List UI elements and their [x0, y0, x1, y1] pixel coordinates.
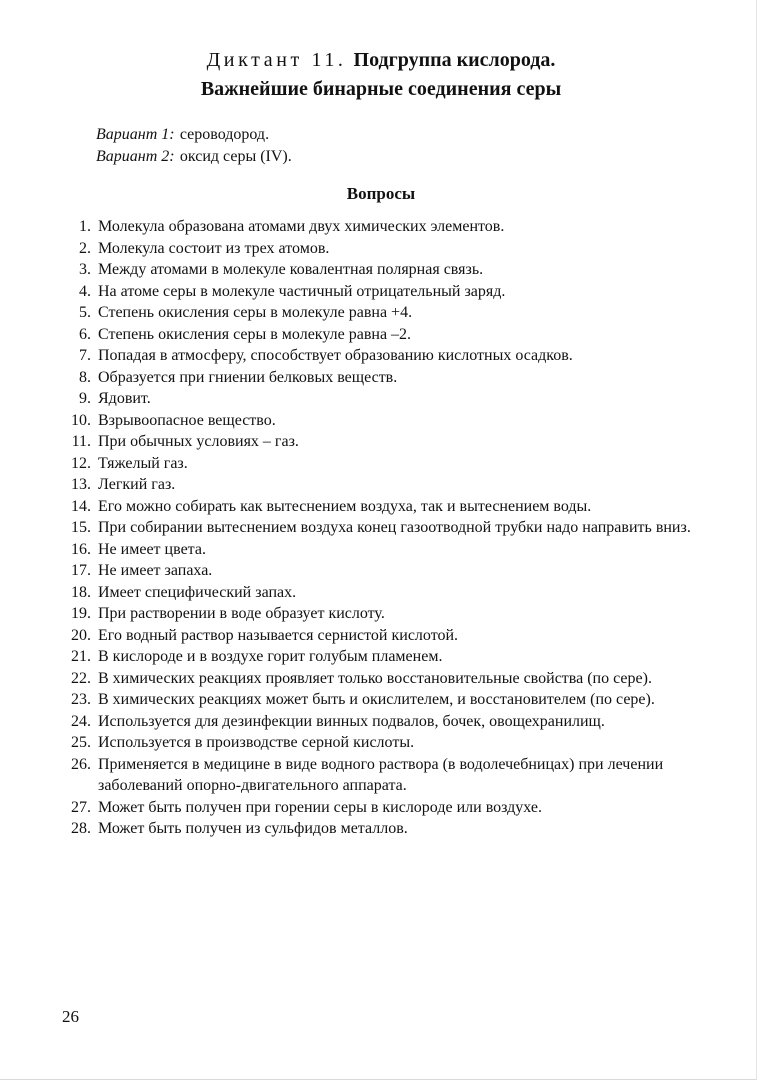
question-number: 23. — [71, 691, 91, 708]
question-item — [64, 367, 698, 389]
question-item — [64, 711, 698, 733]
question-text: Между атомами в молекуле ковалентная полярная связь. — [98, 261, 484, 278]
question-text: Его можно собирать как вытеснением воздуха, так и вытеснением воды. — [98, 497, 592, 515]
variant-1-line — [96, 124, 698, 146]
question-number: 6. — [79, 325, 91, 343]
question-item — [64, 238, 698, 260]
question-number: 4. — [79, 282, 91, 300]
question-item — [64, 388, 698, 410]
question-number: 20. — [71, 626, 91, 644]
question-item — [64, 797, 698, 819]
question-item — [64, 539, 698, 561]
question-item — [64, 474, 698, 496]
question-item — [64, 603, 698, 625]
question-number: 5. — [79, 304, 91, 321]
question-item — [64, 732, 698, 754]
question-text: Легкий газ. — [98, 476, 176, 493]
question-number: 10. — [71, 411, 91, 429]
question-item — [64, 517, 698, 539]
question-text: При растворении в воде образует кислоту. — [98, 605, 385, 622]
question-number: 11. — [71, 433, 91, 450]
question-number: 17. — [71, 562, 91, 579]
question-number: 9. — [79, 390, 91, 407]
question-number: 16. — [71, 540, 91, 558]
question-number: 12. — [71, 454, 91, 472]
question-text: На атоме серы в молекуле частичный отрицательный заряд. — [98, 282, 506, 300]
question-item — [64, 754, 698, 797]
question-item — [64, 818, 698, 840]
variant-2-label: Вариант 2: — [96, 148, 175, 165]
question-text: В химических реакциях может быть и окислителем, и восстановителем (по сере). — [98, 691, 655, 708]
question-item — [64, 281, 698, 303]
question-text: Имеет специфический запах. — [98, 583, 297, 601]
question-item — [64, 216, 698, 238]
question-text: Молекула состоит из трех атомов. — [98, 239, 330, 257]
question-text: В кислороде и в воздухе горит голубым пламенем. — [98, 648, 443, 665]
question-text: Образуется при гниении белковых веществ. — [98, 368, 398, 386]
question-number: 28. — [71, 820, 91, 837]
question-item — [64, 431, 698, 453]
question-item — [64, 582, 698, 604]
variants-block — [64, 124, 698, 168]
question-number: 26. — [71, 755, 91, 773]
page-number: 26 — [62, 1007, 79, 1026]
question-text: Степень окисления серы в молекуле равна –2. — [98, 325, 412, 343]
question-item — [64, 625, 698, 647]
variant-1-label: Вариант 1: — [96, 126, 175, 143]
question-item — [64, 496, 698, 518]
page-title — [64, 46, 698, 104]
question-item — [64, 302, 698, 324]
question-number: 18. — [71, 583, 91, 601]
question-text: Используется для дезинфекции винных подвалов, бочек, овощехранилищ. — [98, 712, 605, 730]
question-number: 24. — [71, 712, 91, 730]
question-text: Молекула образована атомами двух химических элементов. — [98, 218, 505, 235]
question-item — [64, 345, 698, 367]
question-item — [64, 410, 698, 432]
question-number: 13. — [71, 476, 91, 493]
question-number: 14. — [71, 497, 91, 515]
question-number: 25. — [71, 734, 91, 751]
question-text: Попадая в атмосферу, способствует образованию кислотных осадков. — [98, 347, 573, 364]
question-text: Может быть получен при горении серы в кислороде или воздухе. — [98, 798, 543, 816]
question-number: 22. — [71, 669, 91, 687]
title-line-2: Важнейшие бинарные соединения серы — [200, 78, 562, 100]
question-text: При обычных условиях – газ. — [98, 433, 299, 450]
question-number: 1. — [79, 218, 91, 235]
question-text: Используется в производстве серной кислоты. — [98, 734, 415, 751]
question-number: 8. — [79, 368, 91, 386]
question-number: 2. — [79, 239, 91, 257]
question-number: 21. — [71, 648, 91, 665]
question-item — [64, 560, 698, 582]
question-text: Тяжелый газ. — [98, 454, 188, 472]
question-text: Его водный раствор называется сернистой кислотой. — [98, 626, 459, 644]
question-number: 3. — [79, 261, 91, 278]
question-item — [64, 646, 698, 668]
question-number: 7. — [79, 347, 91, 364]
question-text: Не имеет запаха. — [98, 562, 213, 579]
questions-list — [64, 216, 698, 840]
dictation-number-label: Диктант 11. — [206, 49, 347, 71]
question-item — [64, 453, 698, 475]
question-text: Взрывоопасное вещество. — [98, 411, 276, 429]
question-number: 27. — [71, 798, 91, 816]
question-number: 19. — [71, 605, 91, 622]
variant-2-line — [96, 146, 698, 168]
question-item — [64, 259, 698, 281]
section-heading-questions: Вопросы — [346, 184, 416, 203]
question-text: Может быть получен из сульфидов металлов. — [98, 820, 408, 837]
title-line-1: Подгруппа кислорода. — [353, 49, 556, 71]
question-item — [64, 324, 698, 346]
variant-2-text: оксид серы (IV). — [179, 148, 292, 165]
question-text: Степень окисления серы в молекуле равна +4. — [98, 304, 413, 321]
question-item — [64, 668, 698, 690]
question-text: Ядовит. — [98, 390, 151, 407]
question-text: Не имеет цвета. — [98, 540, 206, 558]
question-item — [64, 689, 698, 711]
question-text: Применяется в медицине в виде водного раствора (в водолечебницах) при лечении заболеваний опорно-двигательного аппарата. — [98, 755, 664, 794]
question-text: При собирании вытеснением воздуха конец газоотводной трубки надо направить вниз. — [98, 519, 691, 536]
question-text: В химических реакциях проявляет только восстановительные свойства (по сере). — [98, 669, 652, 687]
question-number: 15. — [71, 519, 91, 536]
variant-1-text: сероводород. — [179, 126, 270, 143]
